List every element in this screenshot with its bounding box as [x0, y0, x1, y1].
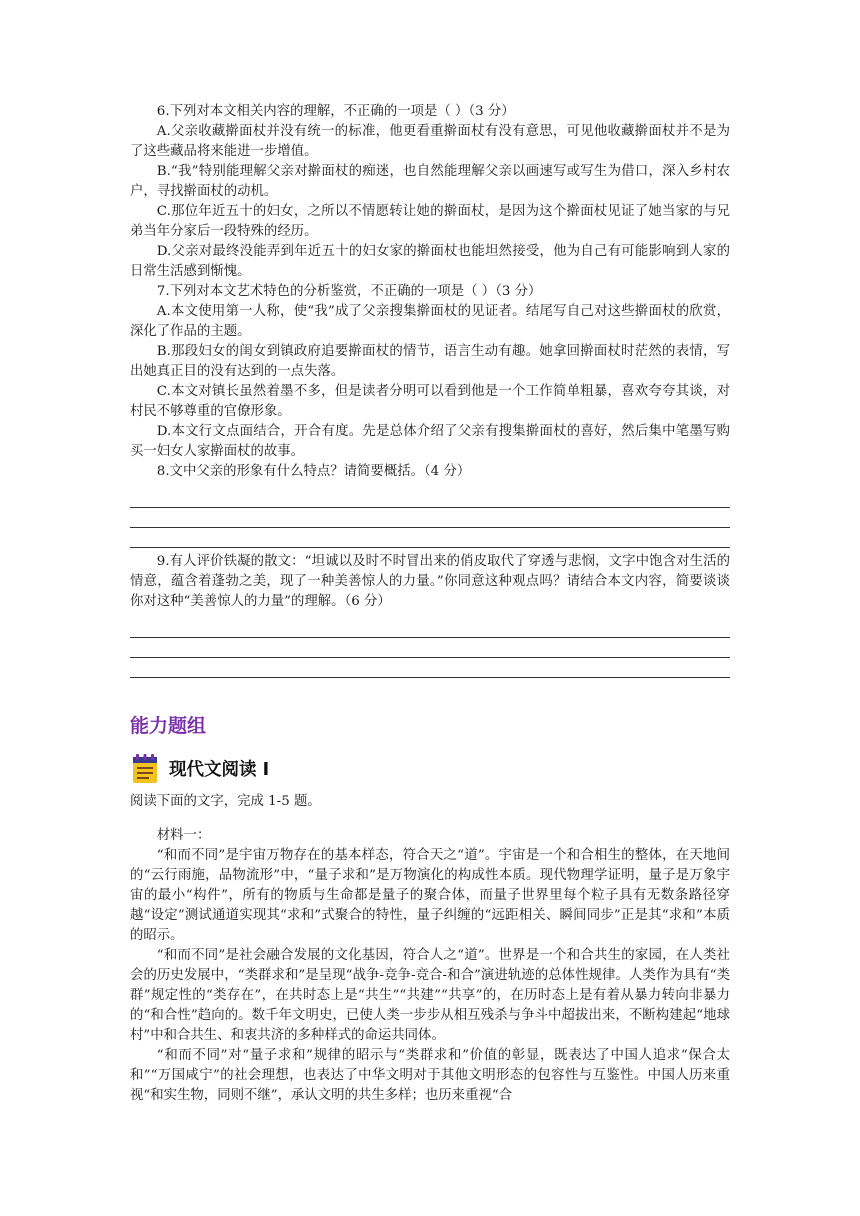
material-paragraph: “和而不同”是宇宙万物存在的基本样态，符合天之“道”。宇宙是一个和合相生的整体，在天地间的“云行雨施，品物流形”中，“量子求和”是万物演化的构成性本质。现代物理学证明，量子是万象宇宙的最小“构件”，所有的物质与生命都是量子的聚合体，而量子世界里每个粒子具有无数条路径穿越“设定”测试通道实现其“求和”式聚合的特性，量子纠缠的“远距相关、瞬间同步”正是其“求和”本质的昭示。: [130, 848, 730, 943]
question-6: [130, 102, 730, 282]
question-7-option-b: B.那段妇女的闺女到镇政府追要擀面杖的情节，语言生动有趣。她拿回擀面杖时茫然的表情，写出她真正目的没有达到的一点失落。: [130, 344, 730, 379]
answer-line[interactable]: [130, 488, 730, 508]
question-7-option-d: D.本文行文点面结合，开合有度。先是总体介绍了父亲有搜集擀面杖的喜好，然后集中笔墨写购买一妇女人家擀面杖的故事。: [130, 424, 730, 459]
answer-line[interactable]: [130, 528, 730, 548]
section-title: 能力题组: [130, 715, 207, 737]
answer-lines-q9[interactable]: [130, 618, 730, 678]
reading-instruction: 阅读下面的文字，完成 1-5 题。: [130, 794, 321, 809]
question-7: [130, 282, 730, 462]
question-7-stem: 7.下列对本文艺术特色的分析鉴赏，不正确的一项是（ ）（3 分）: [156, 284, 542, 299]
material-paragraph: “和而不同”是社会融合发展的文化基因，符合人之“道”。世界是一个和合共生的家园，在人类社会的历史发展中，“类群求和”是呈现“战争-竞争-竞合-和合”演进轨迹的总体性规律。人类作为具有“类群”规定性的“类存在”，在共时态上是“共生”“共建”“共享”的，在历时态上是有着从暴力转向非暴力的“和合性”趋向的。数千年文明史，已使人类一步步从相互残杀与争斗中超拔出来，不断构建起“地球村”中和合共生、和衷共济的多种样式的命运共同体。: [130, 948, 730, 1043]
answer-line[interactable]: [130, 618, 730, 638]
question-6-option-c: C.那位年近五十的妇女，之所以不情愿转让她的擀面杖，是因为这个擀面杖见证了她当家的与兄弟当年分家后一段特殊的经历。: [130, 204, 730, 239]
document-body: [130, 102, 730, 1106]
question-6-option-b: B.“我”特别能理解父亲对擀面杖的痴迷，也自然能理解父亲以画速写或写生为借口，深入乡村农户，寻找擀面杖的动机。: [130, 164, 730, 199]
answer-line[interactable]: [130, 658, 730, 678]
question-6-option-a: A.父亲收藏擀面杖并没有统一的标准，他更看重擀面杖有没有意思，可见他收藏擀面杖并不是为了这些藏品将来能进一步增值。: [130, 124, 730, 159]
material-paragraph: “和而不同”对“量子求和”规律的昭示与“类群求和”价值的彰显，既表达了中国人追求“保合太和”“万国咸宁”的社会理想，也表达了中华文明对于其他文明形态的包容性与互鉴性。中国人历来重视“和实生物，同则不继”，承认文明的共生多样；也历来重视“合: [130, 1048, 730, 1103]
question-9-stem: 9.有人评价铁凝的散文：“坦诚以及时不时冒出来的俏皮取代了穿透与悲悯，文字中饱含对生活的情意，蕴含着蓬勃之美，现了一种美善惊人的力量。”你同意这种观点吗？请结合本文内容，简要谈谈你对这种“美善惊人的力量”的理解。（6 分）: [130, 554, 730, 609]
question-6-stem: 6.下列对本文相关内容的理解，不正确的一项是（ ）（3 分）: [156, 104, 515, 119]
answer-lines-q8[interactable]: [130, 488, 730, 548]
question-9: [130, 552, 730, 678]
material-label: 材料一：: [156, 828, 211, 843]
question-8-stem: 8.文中父亲的形象有什么特点？请简要概括。（4 分）: [156, 464, 471, 479]
question-7-option-a: A.本文使用第一人称，使“我”成了父亲搜集擀面杖的见证者。结尾写自己对这些擀面杖的欣赏，深化了作品的主题。: [130, 304, 730, 339]
question-6-option-d: D.父亲对最终没能弄到年近五十的妇女家的擀面杖也能坦然接受，他为自己有可能影响到人家的日常生活感到惭愧。: [130, 244, 730, 279]
question-7-option-c: C.本文对镇长虽然着墨不多，但是读者分明可以看到他是一个工作简单粗暴，喜欢夸夸其谈，对村民不够尊重的官僚形象。: [130, 384, 730, 419]
answer-line[interactable]: [130, 508, 730, 528]
subsection-heading: [130, 748, 730, 788]
subsection-title: 现代文阅读 I: [169, 759, 270, 780]
notepad-icon: [130, 752, 160, 784]
answer-line[interactable]: [130, 638, 730, 658]
question-8: [130, 462, 730, 548]
